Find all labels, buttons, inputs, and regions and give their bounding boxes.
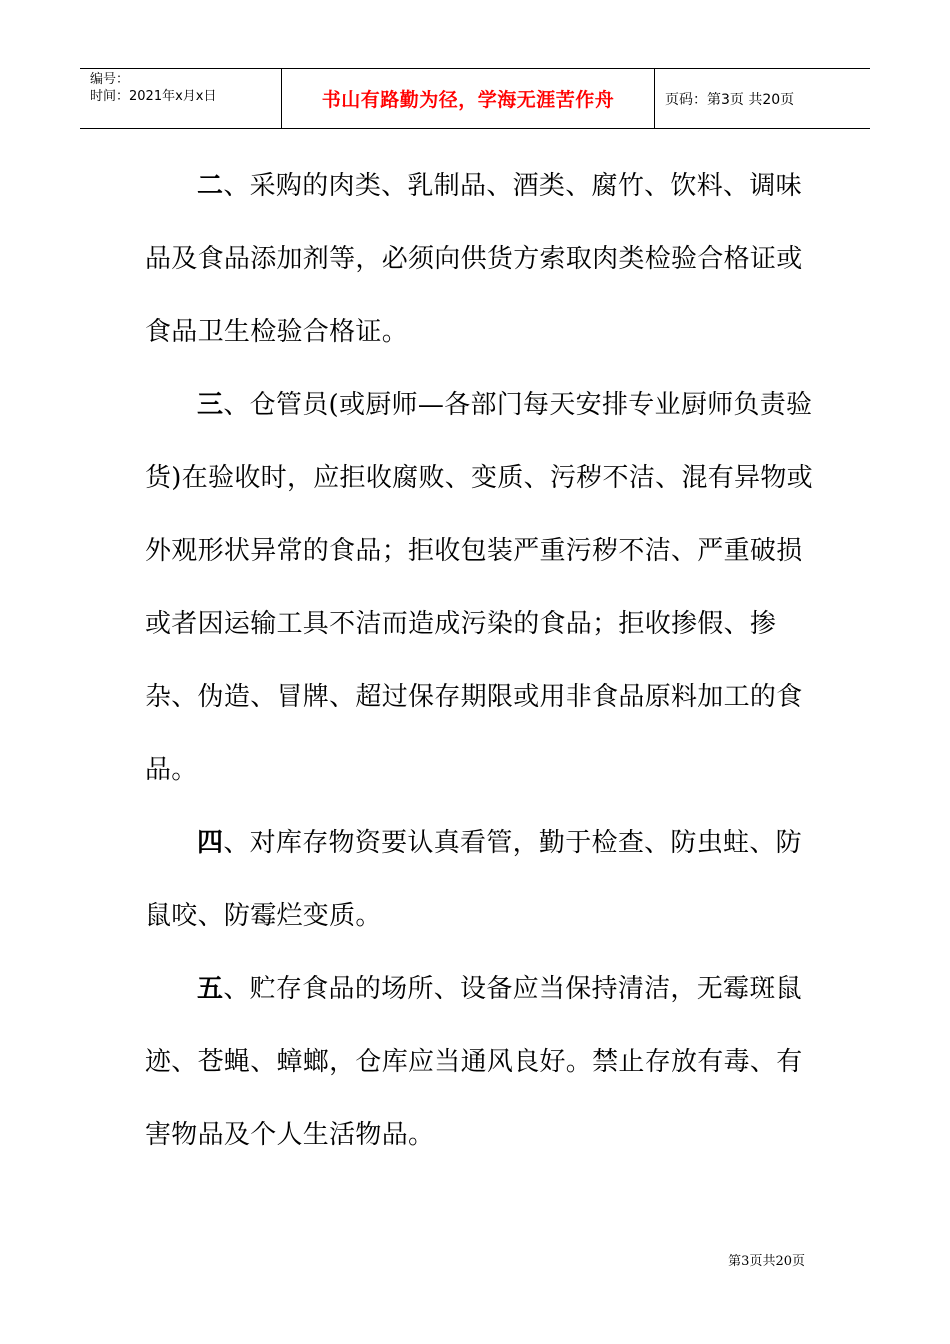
paragraph-lead: 二 — [197, 171, 224, 201]
paragraph-text: 、采购的肉类、乳制品、酒类、腐竹、饮料、调味品及食品添加剂等，必须向供货方索取肉类检验合格证或食品卫生检验合格证。 — [145, 171, 803, 347]
paragraph-4 — [145, 807, 815, 953]
header-motto: 书山有路勤为径，学海无涯苦作舟 — [282, 69, 655, 128]
footer-page-number: 第3页共20页 — [728, 1254, 805, 1269]
header-page-info: 页码：第3页 共20页 — [665, 91, 795, 108]
paragraph-2 — [145, 150, 815, 369]
paragraph-text: 、仓管员(或厨师—各部门每天安排专业厨师负责验货)在验收时，应拒收腐败、变质、污秽不洁、混有异物或外观形状异常的食品；拒收包装严重污秽不洁、严重破损或者因运输工具不洁而造成污染的食品；拒收掺假、掺杂、伪造、冒牌、超过保存期限或用非食品原料加工的食品。 — [145, 390, 813, 785]
header-table — [80, 68, 870, 129]
paragraph-lead: 五 — [197, 974, 224, 1004]
paragraph-3 — [145, 369, 815, 807]
paragraph-5 — [145, 953, 815, 1172]
document-date: 时间：2021年x月x日 — [90, 89, 217, 104]
document-number-label: 编号： — [90, 72, 130, 87]
document-body — [145, 150, 815, 1172]
paragraph-text: 、贮存食品的场所、设备应当保持清洁，无霉斑鼠迹、苍蝇、蟑螂，仓库应当通风良好。禁止存放有毒、有害物品及个人生活物品。 — [145, 974, 803, 1150]
header-meta — [80, 69, 282, 128]
paragraph-text: 、对库存物资要认真看管，勤于检查、防虫蛀、防鼠咬、防霉烂变质。 — [145, 828, 802, 931]
paragraph-lead: 四 — [197, 828, 224, 858]
paragraph-lead: 三 — [197, 390, 224, 420]
